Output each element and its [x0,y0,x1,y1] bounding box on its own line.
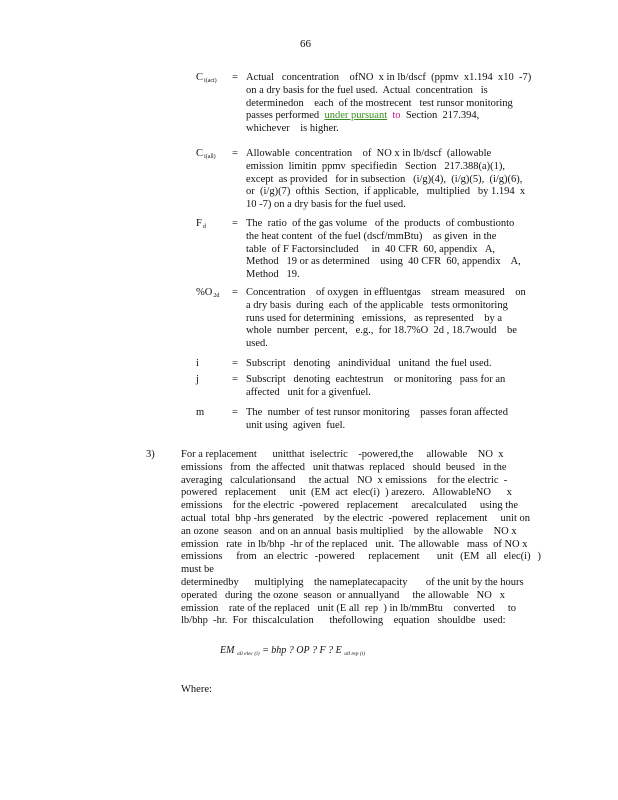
definition-term-c-all: Ci(all) [196,148,216,160]
equals-sign: = [232,148,238,159]
definition-text-m: The number of test runsor monitoring passes foran affected unit using agiven fuel. [246,407,508,431]
definition-term-m: m [196,407,205,418]
emission-formula: EM $_{all elec (i)}$ = bhp ? OP ? F ? E $_{all rep (i)}$ [220,645,366,657]
definition-text-c-all: Allowable concentration of NO x in lb/dscf (allowable emission limitin ppmv specifiedin Section 217.388(a)(1), except as provided for in subsection (i/g)(4), (i/g)(5), (i/g)(6), or (i/g)(7) ofthis Section, if applicable, multiplied by 1.194 x 10 -7) on a dry basis for the fuel used. [246,148,526,211]
where-label: Where: [181,684,212,695]
definition-text-i: Subscript denoting anindividual unitand the fuel used. [246,358,492,369]
definition-text-fd: The ratio of the gas volume of the products of combustionto the heat content of the fuel (dscf/mmBtu) as given in the table of F Factorsincluded in 40 CFR 60, appendix A, Method 19 or as determined using 40 CFR 60, appendix A, Method 19. [246,218,521,281]
equals-sign: = [232,218,238,229]
definition-line-with-edits: passes performed under pursuant to Section 217.394, [246,110,480,122]
revised-text: to [392,110,401,122]
inserted-text: under pursuant [324,110,388,122]
equals-sign: = [232,407,238,418]
page-number: 66 [300,38,311,50]
definition-text-o2d: Concentration of oxygen in effluentgas stream measured on a dry basis during each of the applicable tests ormonitoring runs used for determining emissions, as represented by a whole number percent, e.g., for 18.7%O 2d , 18.7would be used. [246,287,526,350]
definition-text-c-act: Actual concentration ofNO x in lb/dscf (ppmv x1.194 x10 -7) on a dry basis for the fuel used. Actual concentration is determinedon each of the mostrecent test runsor monitoring passes performed under pursuant to Section 217.394, whichever is higher. [246,72,536,136]
definition-term-i: i [196,358,199,369]
definition-term-c-act: Ci(act) [196,72,217,84]
definition-term-j: j [196,374,199,385]
definition-term-fd: Fd [196,218,206,230]
item-number: 3) [146,449,155,460]
equals-sign: = [232,374,238,385]
item-3-paragraph: For a replacement unitthat iselectric -powered,the allowable NO x emissions from the affected unit thatwas replaced should beused in the averaging calculationsand the actual NO x emissions for the electric - powered replacement unit (EM act elec(i) ) arezero. AllowableNO x emissions for the electric -powered replacement arecalculated using the actual total bhp -hrs generated by the electric -powered replacement unit on an ozone season and on an annual basis multiplied by the allowable NO x emission rate in lb/bhp -hr of the replaced unit. The allowable mass of NO x emissions from an electric -powered replacement unit (EM all elec(i) ) must be determinedby multiplying the nameplatecapacity of the unit by the hours operated during the ozone season or annuallyand the allowable NO x emission rate of the replaced unit (E all rep ) in lb/mmBtu converted to lb/bhp -hr. For thiscalculation thefollowing equation shouldbe used: [181,449,544,627]
definition-text-j: Subscript denoting eachtestrun or monitoring pass for an affected unit for a givenfuel. [246,374,506,398]
equals-sign: = [232,72,238,83]
equals-sign: = [232,287,238,298]
definition-term-o2d: %O2d [196,287,220,299]
equals-sign: = [232,358,238,369]
